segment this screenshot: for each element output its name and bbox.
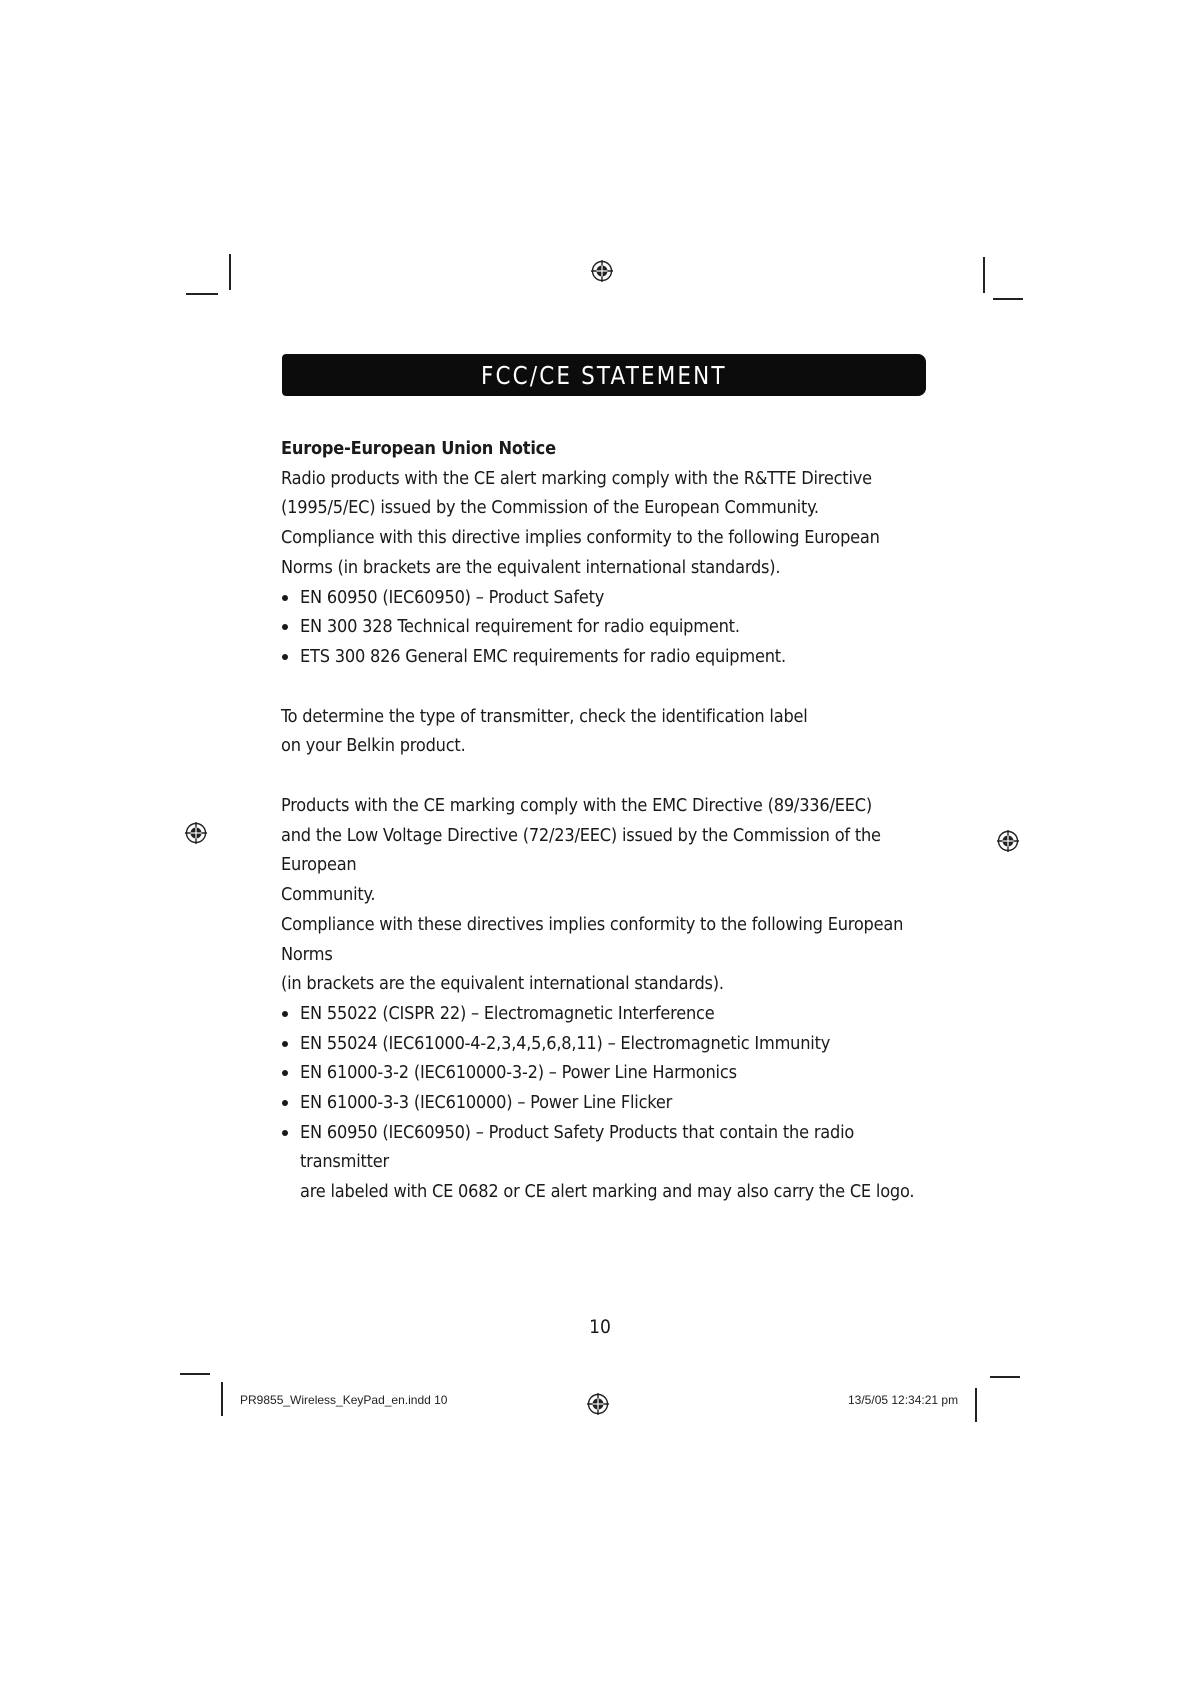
list-item: EN 55024 (IEC61000-4-2,3,4,5,6,8,11) – Electromagnetic Immunity <box>281 1029 941 1059</box>
notice-body <box>281 434 941 1207</box>
ce-paragraph-line: Compliance with these directives implies conformity to the following European Norms <box>281 913 904 965</box>
crop-mark-top-left-vertical <box>229 254 231 290</box>
page-number: 10 <box>589 1316 611 1338</box>
timestamp-slug: 13/5/05 12:34:21 pm <box>848 1393 959 1407</box>
crop-mark-top-right-horizontal <box>993 298 1023 300</box>
transmitter-note-line: To determine the type of transmitter, check the identification label <box>281 705 808 727</box>
list-item <box>281 1118 941 1207</box>
page-title: FCC/CE STATEMENT <box>481 360 727 390</box>
section-heading: Europe-European Union Notice <box>281 438 556 459</box>
file-name-slug: PR9855_Wireless_KeyPad_en.indd 10 <box>240 1393 448 1407</box>
registration-mark-icon <box>587 1393 609 1415</box>
registration-mark-icon <box>591 260 613 282</box>
registration-mark-icon <box>185 822 207 844</box>
emc-norms-list <box>281 999 941 1207</box>
crop-mark-top-left-horizontal <box>186 293 218 295</box>
ce-paragraph-line: Products with the CE marking comply with the EMC Directive (89/336/EEC) <box>281 795 873 817</box>
crop-mark-bottom-left-vertical <box>221 1382 223 1416</box>
transmitter-note-line: on your Belkin product. <box>281 735 466 757</box>
intro-line: Radio products with the CE alert marking comply with the R&TTE Directive <box>281 467 872 489</box>
section-title-banner <box>282 354 926 396</box>
crop-mark-bottom-right-horizontal <box>990 1376 1020 1378</box>
crop-mark-bottom-left-horizontal <box>180 1373 210 1375</box>
crop-mark-bottom-right-vertical <box>975 1388 977 1422</box>
ce-paragraph-line: (in brackets are the equivalent international standards). <box>281 973 724 995</box>
list-item: ETS 300 826 General EMC requirements for radio equipment. <box>281 642 941 672</box>
intro-line: Norms (in brackets are the equivalent international standards). <box>281 556 781 578</box>
ce-paragraph-line: Community. <box>281 884 376 906</box>
list-item: EN 61000-3-2 (IEC610000-3-2) – Power Line Harmonics <box>281 1058 941 1088</box>
intro-line: (1995/5/EC) issued by the Commission of the European Community. <box>281 497 819 519</box>
registration-mark-icon <box>997 830 1019 852</box>
list-item-line: EN 60950 (IEC60950) – Product Safety Products that contain the radio transmitter <box>300 1121 855 1173</box>
list-item: EN 60950 (IEC60950) – Product Safety <box>281 583 941 613</box>
ce-paragraph-line: and the Low Voltage Directive (72/23/EEC) issued by the Commission of the European <box>281 824 881 876</box>
rtte-norms-list <box>281 583 941 672</box>
list-item: EN 300 328 Technical requirement for radio equipment. <box>281 612 941 642</box>
list-item: EN 55022 (CISPR 22) – Electromagnetic Interference <box>281 999 941 1029</box>
intro-line: Compliance with this directive implies conformity to the following European <box>281 527 880 549</box>
list-item: EN 61000-3-3 (IEC610000) – Power Line Flicker <box>281 1088 941 1118</box>
list-item-line: are labeled with CE 0682 or CE alert marking and may also carry the CE logo. <box>300 1181 915 1203</box>
crop-mark-top-right-vertical <box>983 257 985 293</box>
